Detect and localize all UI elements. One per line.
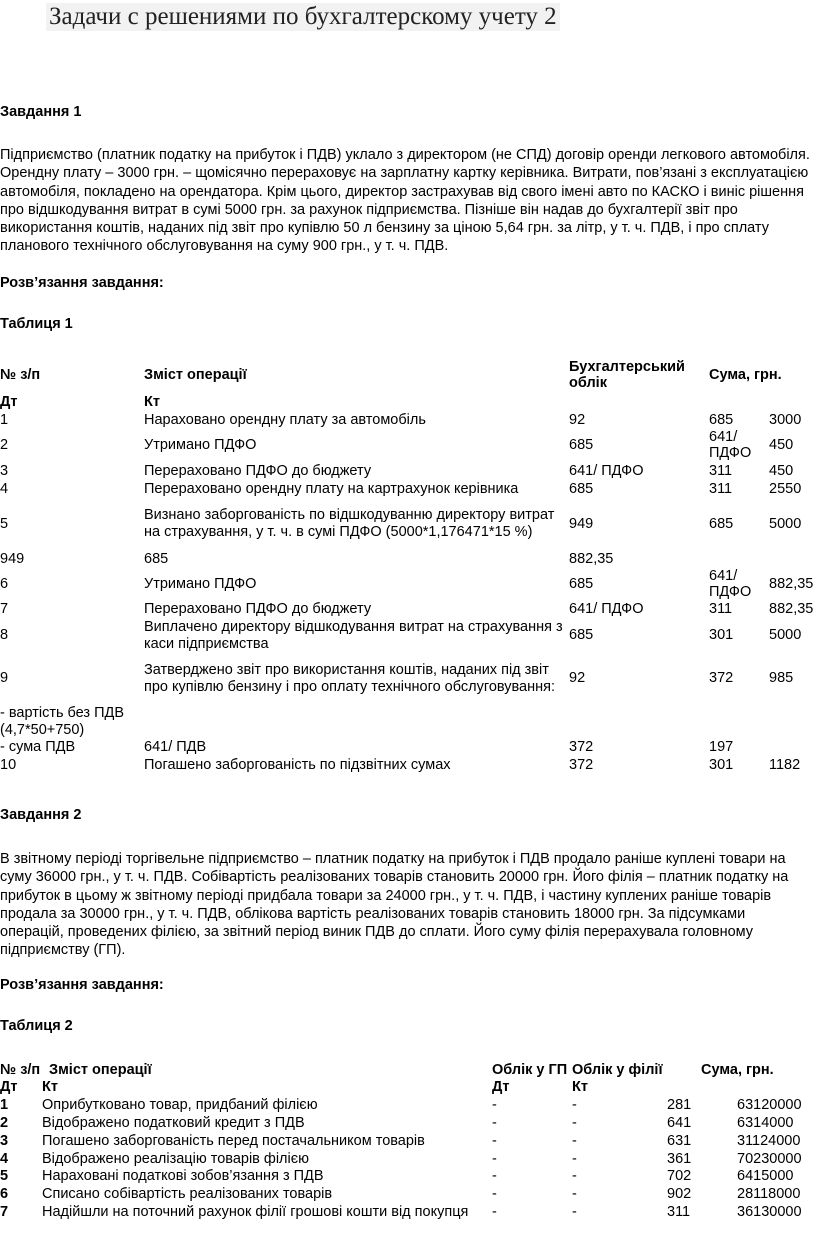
- table-cell: 685: [569, 480, 594, 497]
- table-cell: Відображено реалізацію товарів філією: [42, 1150, 310, 1167]
- table-cell: -: [572, 1204, 577, 1221]
- table-cell: 311: [667, 1204, 691, 1221]
- table-cell: 92: [569, 411, 586, 428]
- table-cell: 281: [667, 1097, 692, 1114]
- table-cell: [569, 393, 709, 411]
- table-cell: 5: [0, 1168, 9, 1185]
- table-cell: Оприбутковано товар, придбаний філією: [42, 1097, 318, 1114]
- table-cell: Погашено заборгованість перед постачальником товарів: [42, 1132, 425, 1149]
- table-cell: 5000: [769, 627, 802, 644]
- table-cell: Надійшли на поточний рахунок філії грошові кошти від покупця: [42, 1204, 469, 1221]
- table-cell: 372: [569, 757, 594, 774]
- table-cell: [769, 739, 816, 757]
- table-cell: Списано собівартість реалізованих товарів: [42, 1186, 333, 1203]
- table-row: [0, 429, 816, 462]
- document-title: Задачи с решениями по бухгалтерскому учету 2: [46, 3, 560, 31]
- table-cell: -: [492, 1168, 497, 1185]
- table-cell: 685: [709, 515, 734, 532]
- table-cell: -: [492, 1150, 497, 1167]
- table-cell: 685: [569, 576, 594, 593]
- table-cell: -: [492, 1186, 497, 1203]
- table-cell: Нараховано орендну плату за автомобіль: [144, 411, 426, 428]
- table2-subheader-row: [0, 1079, 816, 1097]
- table-cell: [144, 705, 569, 739]
- task1-text: Підприємство (платник податку на прибуток і ПДВ) уклало з директором (не СПД) договір оренди легкового автомобіля. Орендну плату – 3000 грн. – щомісячно перераховує на зарплатну картку керівника. Витрати, пов’язані з експлуатацією автомобіля, покладено на орендатора. Крім цього, директор застрахував від свого імені авто по КАСКО і виніс рішення про відшкодування витрат в сумі 5000 грн. за рахунок підприємства. Пізніше він надав до бухгалтерії звіт про використання коштів, наданих під звіт про купівлю 50 л бензину за ціною 5,64 грн. за літр, у т. ч. ПДВ, і про сплату планового технічного обслуговування на суму 900 грн., у т. ч. ПДВ.: [0, 147, 810, 255]
- task2-text: В звітному періоді торгівельне підприємство – платник податку на прибуток і ПДВ продало раніше куплені товари на суму 36000 грн., у т. ч. ПДВ. Собівартість реалізованих товарів становить 20000 грн. Його філія – платник податку на прибуток в цьому ж звітному періоді придбала товари за 24000 грн., у т. ч. ПДВ, і частину куплених раніше товарів продала за 30000 грн., у т. ч. ПДВ, облікова вартість реалізованих товарів становить 18000 грн. За підсумками операцій, проведених філією, за звітний період виник ПДВ до сплати. Його суму філія перерахувала головному підприємству (ГП).: [0, 851, 789, 959]
- table-cell: [709, 705, 769, 739]
- table-cell: 3: [0, 462, 9, 479]
- table-cell: -: [572, 1150, 577, 1167]
- table-row: [0, 1168, 816, 1186]
- table-cell: 702: [667, 1168, 692, 1185]
- table-cell: -: [572, 1186, 577, 1203]
- table-row: [0, 653, 816, 705]
- table-cell: Визнано заборгованість по відшкодуванню директору витрат на страхування, у т. ч. в сумі ПДФО (5000*1,176471*15 %): [144, 507, 555, 540]
- table-cell: 63120000: [737, 1097, 802, 1114]
- table-cell: 631: [667, 1132, 692, 1149]
- table-cell: -: [572, 1168, 577, 1185]
- table-cell: - вартість без ПДВ (4,7*50+750): [0, 705, 125, 738]
- table-cell: 685: [709, 411, 734, 428]
- table-cell: 882,35: [769, 601, 814, 618]
- table-cell: 641/ ПДФО: [569, 462, 644, 479]
- subheader-kt: Кт: [144, 393, 160, 410]
- table-cell: 685: [144, 550, 169, 567]
- table-cell: -: [492, 1132, 497, 1149]
- table-cell: [769, 393, 816, 411]
- table2-title: Таблиця 2: [0, 1018, 73, 1034]
- table-cell: 882,35: [569, 550, 614, 567]
- subheader-dt: Дт: [0, 393, 18, 410]
- table-cell: 4: [0, 480, 9, 497]
- task2-solution-heading: Розв’язання завдання:: [0, 977, 164, 993]
- table-cell: 197: [709, 739, 734, 756]
- table-cell: 6: [0, 576, 9, 593]
- table-cell: 311: [709, 601, 733, 618]
- table-cell: [737, 1079, 816, 1097]
- table-cell: 6415000: [737, 1168, 794, 1185]
- table-cell: 311: [709, 480, 733, 497]
- table-cell: -: [492, 1097, 497, 1114]
- table-cell: 685: [569, 627, 594, 644]
- table1-title: Таблиця 1: [0, 316, 73, 332]
- table-row: [0, 1150, 816, 1168]
- table-cell: Відображено податковий кредит з ПДВ: [42, 1115, 305, 1132]
- subheader-kt: Кт: [42, 1079, 58, 1096]
- table-row: [0, 480, 816, 498]
- table-cell: 1: [0, 1097, 9, 1114]
- table-cell: 31124000: [737, 1132, 801, 1149]
- table-cell: [769, 705, 816, 739]
- subheader-dt-gp: Дт: [492, 1079, 510, 1096]
- table-cell: Виплачено директору відшкодування витрат на страхування з каси підприємства: [144, 619, 563, 652]
- table-cell: 8: [0, 627, 9, 644]
- table-cell: 641/ ПДФО: [709, 567, 752, 601]
- table-cell: 372: [569, 739, 594, 756]
- table-cell: Перераховано ПДФО до бюджету: [144, 601, 372, 618]
- table-row: [0, 739, 816, 757]
- table1: [0, 357, 816, 775]
- header-number: № з/п: [0, 366, 41, 383]
- table-cell: Утримано ПДФО: [144, 576, 257, 593]
- table-cell: -: [572, 1115, 577, 1132]
- table-cell: 2: [0, 1115, 9, 1132]
- table-cell: Перераховано орендну плату на картрахунок керівника: [144, 480, 519, 497]
- table-row: [0, 462, 816, 480]
- header-operation: Зміст операції: [49, 1061, 152, 1078]
- table-cell: 902: [667, 1186, 692, 1203]
- table2-header-row: [0, 1061, 816, 1079]
- table-cell: 10: [0, 757, 17, 774]
- table-cell: 28118000: [737, 1186, 801, 1203]
- header-sum: Сума, грн.: [709, 366, 782, 383]
- header-operation: Зміст операції: [144, 366, 247, 383]
- table-cell: 7: [0, 1204, 9, 1221]
- table-cell: Нараховані податкові зобов’язання з ПДВ: [42, 1168, 324, 1185]
- table-cell: 641: [667, 1115, 692, 1132]
- table-cell: 3: [0, 1132, 9, 1149]
- table-cell: 311: [709, 462, 733, 479]
- table-row: [0, 1186, 816, 1204]
- table-cell: Затверджено звіт про використання коштів, наданих під звіт про купівлю бензину і про оплату технічного обслуговування:: [144, 662, 556, 695]
- table-cell: 9: [0, 670, 9, 687]
- table-cell: -: [572, 1132, 577, 1149]
- table-cell: -: [572, 1097, 577, 1114]
- table-cell: 3000: [769, 411, 802, 428]
- table-row: [0, 1097, 816, 1115]
- table-cell: 5: [0, 515, 9, 532]
- table-cell: 92: [569, 670, 586, 687]
- table-row: [0, 411, 816, 429]
- table-cell: Утримано ПДФО: [144, 437, 257, 454]
- table-cell: 1: [0, 411, 9, 428]
- task1-heading: Завдання 1: [0, 104, 82, 120]
- table-cell: 641/ ПДФО: [709, 429, 752, 462]
- table-cell: 450: [769, 437, 794, 454]
- table-cell: 301: [709, 627, 734, 644]
- header-branch: Облік у філії: [572, 1061, 663, 1078]
- table-cell: 6: [0, 1186, 9, 1203]
- header-number: № з/п: [0, 1061, 41, 1078]
- table-cell: 1182: [769, 757, 801, 774]
- table-cell: 70230000: [737, 1150, 802, 1167]
- table1-header-row: [0, 357, 816, 393]
- task1-solution-heading: Розв’язання завдання:: [0, 275, 164, 291]
- table-row: [0, 619, 816, 653]
- task2-heading: Завдання 2: [0, 807, 82, 823]
- table-cell: [569, 705, 709, 739]
- subheader-kt-gp: Кт: [572, 1079, 588, 1096]
- table-cell: 36130000: [737, 1204, 802, 1221]
- table-cell: 6314000: [737, 1115, 794, 1132]
- table-cell: 949: [569, 515, 594, 532]
- table-cell: 5000: [769, 515, 802, 532]
- table-row: [0, 757, 816, 775]
- table-cell: 4: [0, 1150, 9, 1167]
- table-cell: 685: [569, 437, 594, 454]
- table-cell: 882,35: [769, 576, 814, 593]
- header-sum: Сума, грн.: [701, 1061, 774, 1078]
- header-accounting: Бухгалтерський облік: [569, 358, 685, 391]
- table-row: [0, 498, 816, 550]
- table-cell: 2: [0, 437, 9, 454]
- table-cell: 949: [0, 550, 25, 567]
- table-cell: 2550: [769, 480, 802, 497]
- table-cell: [709, 550, 769, 568]
- table-cell: -: [492, 1115, 497, 1132]
- table2: [0, 1061, 816, 1221]
- table-cell: 450: [769, 462, 794, 479]
- table-cell: [667, 1079, 737, 1097]
- table-cell: Погашено заборгованість по підзвітних сумах: [144, 757, 451, 774]
- header-gp: Облік у ГП: [492, 1061, 568, 1078]
- table-cell: 7: [0, 601, 9, 618]
- table-cell: Перераховано ПДФО до бюджету: [144, 462, 372, 479]
- table-row: [0, 568, 816, 601]
- table-cell: 372: [709, 670, 734, 687]
- table-row: [0, 601, 816, 619]
- table-cell: 985: [769, 670, 794, 687]
- table-cell: - сума ПДВ: [0, 739, 76, 756]
- table1-subheader-row: [0, 393, 816, 411]
- table-cell: 301: [709, 757, 734, 774]
- table-row: [0, 550, 816, 568]
- table-row: [0, 1203, 816, 1221]
- table-row: [0, 1132, 816, 1150]
- table-row: [0, 1114, 816, 1132]
- table-cell: [709, 393, 769, 411]
- table-cell: [769, 550, 816, 568]
- subheader-dt: Дт: [0, 1079, 18, 1096]
- table-cell: 361: [667, 1150, 692, 1167]
- table-cell: 641/ ПДФО: [569, 601, 644, 618]
- table-cell: -: [492, 1204, 497, 1221]
- table-row: [0, 705, 816, 739]
- table-cell: 641/ ПДВ: [144, 739, 207, 756]
